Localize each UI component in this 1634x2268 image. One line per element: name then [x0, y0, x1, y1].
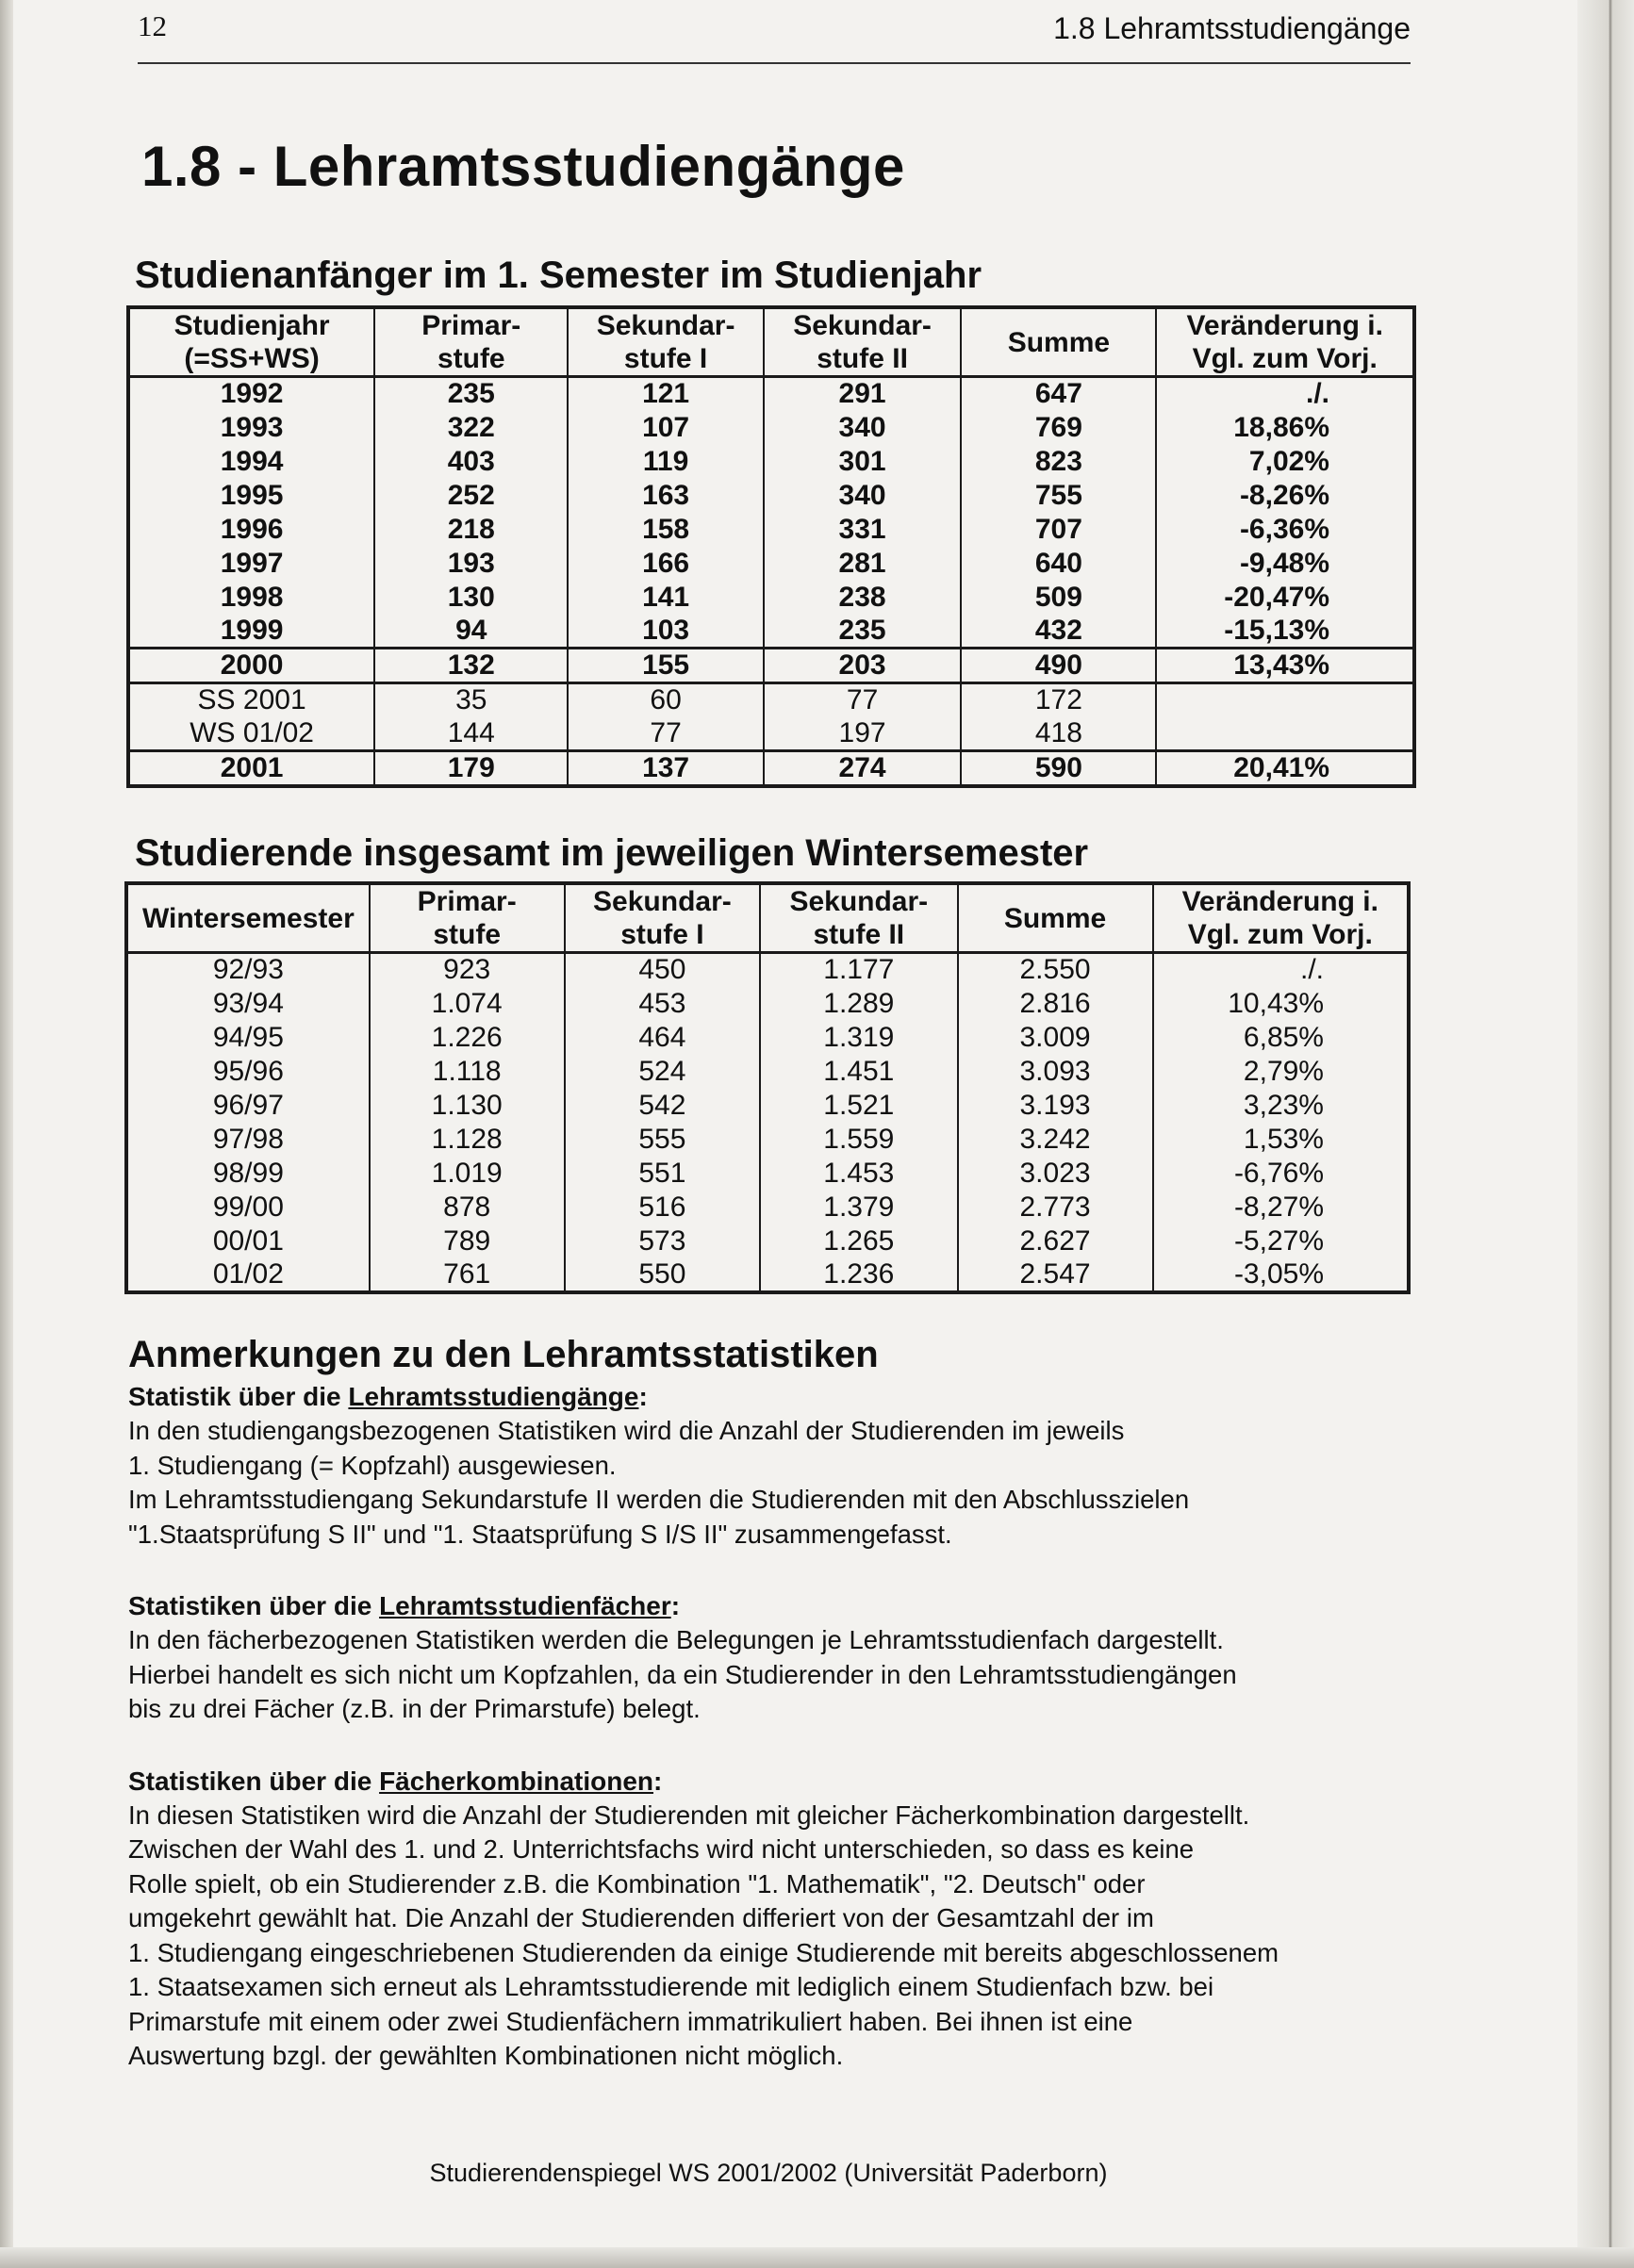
table-cell: 1.236: [760, 1258, 957, 1292]
table-cell: 1.521: [760, 1089, 957, 1123]
table-cell: 92/93: [126, 953, 370, 987]
note-line: Zwischen der Wahl des 1. und 2. Unterrichtsfachs wird nicht unterschieden, so dass es keine: [128, 1834, 1195, 1864]
table-cell: 2.550: [958, 953, 1153, 987]
table-cell: 769: [961, 411, 1156, 445]
column-header-line: Sekundar-: [793, 310, 932, 341]
table-cell: 274: [764, 751, 961, 787]
column-header-line: Sekundar-: [596, 310, 735, 341]
note-line: "1.Staatsprüfung S II" und "1. Staatsprüfung S I/S II" zusammengefasst.: [128, 1519, 952, 1549]
table-cell: 179: [374, 751, 568, 787]
table-row: [126, 1123, 1409, 1157]
note-block: [128, 1380, 1382, 1552]
table-cell: 453: [565, 987, 760, 1021]
table-cell: 7,02%: [1156, 445, 1414, 479]
table-cell: 252: [374, 479, 568, 513]
table-row: [128, 649, 1414, 683]
column-header-line: Sekundar-: [593, 886, 732, 917]
column-header-line: Veränderung i.: [1181, 886, 1378, 917]
table-cell: 516: [565, 1191, 760, 1224]
table-cell: 3.009: [958, 1021, 1153, 1055]
table-cell: 464: [565, 1021, 760, 1055]
table-cell: 97/98: [126, 1123, 370, 1157]
table-cell: 1.130: [370, 1089, 565, 1123]
table-cell: 2,79%: [1153, 1055, 1409, 1089]
column-header-line: (=SS+WS): [184, 343, 320, 374]
column-header: [565, 883, 760, 953]
table-cell: 1.559: [760, 1123, 957, 1157]
table-cell: 1992: [128, 377, 374, 411]
table-cell: 555: [565, 1123, 760, 1157]
table-row: [128, 513, 1414, 547]
table-cell: 119: [568, 445, 763, 479]
table-cell: 1.177: [760, 953, 957, 987]
table-cell: 203: [764, 649, 961, 683]
table-cell: 590: [961, 751, 1156, 787]
column-header-line: Primar-: [417, 886, 517, 917]
table-cell: 509: [961, 581, 1156, 615]
running-chapter-title: 1.8 Lehramtsstudiengänge: [1053, 11, 1411, 45]
table-row: [128, 411, 1414, 445]
column-header-line: Sekundar-: [789, 886, 929, 917]
column-header-line: Summe: [1003, 902, 1107, 934]
column-header: [958, 883, 1153, 953]
table-cell: 18,86%: [1156, 411, 1414, 445]
table-cell: 155: [568, 649, 763, 683]
table-cell: 1994: [128, 445, 374, 479]
table-cell: 2.816: [958, 987, 1153, 1021]
page-number: 12: [138, 9, 167, 42]
note-label: [128, 1765, 1382, 1799]
table-cell: 1.128: [370, 1123, 565, 1157]
table-cell: 3.242: [958, 1123, 1153, 1157]
table-cell: 94/95: [126, 1021, 370, 1055]
note-line: umgekehrt gewählt hat. Die Anzahl der Studierenden differiert von der Gesamtzahl der im: [128, 1903, 1154, 1932]
table-cell: 60: [568, 683, 763, 717]
table-cell: 647: [961, 377, 1156, 411]
table-cell: 2.627: [958, 1224, 1153, 1258]
table-row: [126, 1258, 1409, 1292]
table-cell: 2.547: [958, 1258, 1153, 1292]
table-cell: 823: [961, 445, 1156, 479]
table-cell: 137: [568, 751, 763, 787]
column-header-line: Vgl. zum Vorj.: [1187, 919, 1373, 950]
table-cell: 573: [565, 1224, 760, 1258]
table-cell: -6,36%: [1156, 513, 1414, 547]
table-cell: 1993: [128, 411, 374, 445]
studienanfaenger-table: [126, 305, 1416, 788]
table-cell: 130: [374, 581, 568, 615]
table-cell: 2001: [128, 751, 374, 787]
note-label: [128, 1380, 1382, 1414]
table-cell: 00/01: [126, 1224, 370, 1258]
note-label-underlined: Lehramtsstudiengänge: [348, 1382, 639, 1411]
note-line: In diesen Statistiken wird die Anzahl der Studierenden mit gleicher Fächerkombination dargestellt.: [128, 1800, 1250, 1830]
note-text: [128, 1414, 1382, 1552]
table-cell: 1998: [128, 581, 374, 615]
notes-title: Anmerkungen zu den Lehramtsstatistiken: [128, 1334, 879, 1375]
note-line: 1. Studiengang eingeschriebenen Studierenden da einige Studierende mit bereits abgeschlossenem: [128, 1937, 1279, 1967]
table-cell: 6,85%: [1153, 1021, 1409, 1055]
column-header-line: Veränderung i.: [1186, 310, 1383, 341]
note-block: [128, 1589, 1382, 1727]
note-line: 1. Staatsexamen sich erneut als Lehramtsstudierende mit lediglich einem Studienfach bzw. bei: [128, 1972, 1214, 2001]
column-header: [370, 883, 565, 953]
table-cell: 121: [568, 377, 763, 411]
column-header: [126, 883, 370, 953]
table-cell: 77: [568, 717, 763, 751]
column-header-line: stufe: [433, 919, 502, 950]
table-row: [128, 751, 1414, 787]
table-row: [128, 377, 1414, 411]
table-cell: 550: [565, 1258, 760, 1292]
column-header-line: stufe II: [817, 343, 908, 374]
table-cell: 1996: [128, 513, 374, 547]
column-header: [374, 307, 568, 377]
page-title: 1.8 - Lehramtsstudiengänge: [141, 135, 905, 198]
column-header-line: stufe II: [813, 919, 905, 950]
table-cell: 144: [374, 717, 568, 751]
table-row: [128, 615, 1414, 649]
table-cell: 432: [961, 615, 1156, 649]
table-cell: 640: [961, 547, 1156, 581]
table-row: [126, 1157, 1409, 1191]
note-line: Rolle spielt, ob ein Studierender z.B. die Kombination "1. Mathematik", "2. Deutsch" oder: [128, 1868, 1146, 1898]
column-header-line: stufe I: [620, 919, 704, 950]
table-row: [126, 1055, 1409, 1089]
note-line: Im Lehramtsstudiengang Sekundarstufe II werden die Studierenden mit den Abschlusszielen: [128, 1485, 1190, 1514]
table-cell: 1.453: [760, 1157, 957, 1191]
note-label-underlined: Lehramtsstudienfächer: [379, 1591, 671, 1620]
table-cell: WS 01/02: [128, 717, 374, 751]
table-cell: 490: [961, 649, 1156, 683]
table-cell: ./.: [1156, 377, 1414, 411]
table-row: [128, 445, 1414, 479]
table-cell: 418: [961, 717, 1156, 751]
column-header: [1156, 307, 1414, 377]
table-cell: 1.226: [370, 1021, 565, 1055]
table-cell: 1.379: [760, 1191, 957, 1224]
table-cell: 1999: [128, 615, 374, 649]
column-header: [961, 307, 1156, 377]
table-cell: 107: [568, 411, 763, 445]
note-label-suffix: :: [638, 1382, 648, 1411]
table-cell: 96/97: [126, 1089, 370, 1123]
table-cell: 99/00: [126, 1191, 370, 1224]
table-cell: 755: [961, 479, 1156, 513]
table-cell: 20,41%: [1156, 751, 1414, 787]
table-cell: -8,27%: [1153, 1191, 1409, 1224]
page-footer: Studierendenspiegel WS 2001/2002 (Universität Paderborn): [429, 2159, 1108, 2187]
note-text: [128, 1799, 1382, 2074]
table-cell: SS 2001: [128, 683, 374, 717]
table-cell: 158: [568, 513, 763, 547]
table-cell: 450: [565, 953, 760, 987]
table-cell: 542: [565, 1089, 760, 1123]
studierende-table: [124, 881, 1411, 1294]
table-cell: 238: [764, 581, 961, 615]
column-header: [764, 307, 961, 377]
table-cell: 340: [764, 411, 961, 445]
table-cell: 193: [374, 547, 568, 581]
page-binding-edge: [0, 0, 13, 2268]
table-header-row: [126, 883, 1409, 953]
table-cell: -9,48%: [1156, 547, 1414, 581]
table-cell: 218: [374, 513, 568, 547]
table-row: [128, 479, 1414, 513]
table-row: [126, 987, 1409, 1021]
column-header-line: Studienjahr: [173, 310, 330, 341]
note-label: [128, 1589, 1382, 1623]
table-cell: 10,43%: [1153, 987, 1409, 1021]
table-cell: -3,05%: [1153, 1258, 1409, 1292]
table-cell: 2000: [128, 649, 374, 683]
table-cell: 3.093: [958, 1055, 1153, 1089]
table-cell: 163: [568, 479, 763, 513]
table-cell: 103: [568, 615, 763, 649]
table-cell: 141: [568, 581, 763, 615]
table-cell: 1.265: [760, 1224, 957, 1258]
table-cell: 1.019: [370, 1157, 565, 1191]
table-cell: 1.074: [370, 987, 565, 1021]
table-cell: -6,76%: [1153, 1157, 1409, 1191]
table-cell: -5,27%: [1153, 1224, 1409, 1258]
table2-title: Studierende insgesamt im jeweiligen Wintersemester: [135, 832, 1089, 874]
table-cell: 3.193: [958, 1089, 1153, 1123]
table-cell: 1.289: [760, 987, 957, 1021]
note-label-prefix: Statistiken über die: [128, 1591, 380, 1620]
table-row: [128, 547, 1414, 581]
table-cell: 340: [764, 479, 961, 513]
table-cell: 77: [764, 683, 961, 717]
table-cell: 707: [961, 513, 1156, 547]
column-header-line: Vgl. zum Vorj.: [1192, 343, 1378, 374]
table-cell: 13,43%: [1156, 649, 1414, 683]
table-cell: 322: [374, 411, 568, 445]
note-line: bis zu drei Fächer (z.B. in der Primarstufe) belegt.: [128, 1694, 701, 1723]
column-header: [1153, 883, 1409, 953]
table-cell: [1156, 683, 1414, 717]
table-cell: 1997: [128, 547, 374, 581]
table-cell: 94: [374, 615, 568, 649]
note-line: In den fächerbezogenen Statistiken werden die Belegungen je Lehramtsstudienfach dargestellt.: [128, 1625, 1224, 1654]
table-cell: -20,47%: [1156, 581, 1414, 615]
table-cell: 166: [568, 547, 763, 581]
table1-title: Studienanfänger im 1. Semester im Studienjahr: [135, 255, 982, 296]
table-cell: 3,23%: [1153, 1089, 1409, 1123]
column-header: [568, 307, 763, 377]
table-cell: 235: [764, 615, 961, 649]
column-header: [128, 307, 374, 377]
table-cell: 761: [370, 1258, 565, 1292]
table-cell: 281: [764, 547, 961, 581]
table-cell: 1995: [128, 479, 374, 513]
table-cell: 301: [764, 445, 961, 479]
notes-section: [128, 1334, 1382, 2112]
table-cell: 1.451: [760, 1055, 957, 1089]
note-label-prefix: Statistiken über die: [128, 1766, 380, 1796]
page-right-edge: [1577, 0, 1634, 2268]
table-cell: 235: [374, 377, 568, 411]
page-bottom-edge: [0, 2247, 1634, 2268]
table-cell: 35: [374, 683, 568, 717]
table-cell: 3.023: [958, 1157, 1153, 1191]
table-cell: 403: [374, 445, 568, 479]
table-row: [128, 581, 1414, 615]
note-line: 1. Studiengang (= Kopfzahl) ausgewiesen.: [128, 1450, 617, 1480]
table-cell: 878: [370, 1191, 565, 1224]
table-row: [128, 717, 1414, 751]
page-header: [138, 6, 1411, 64]
note-label-suffix: :: [653, 1766, 663, 1796]
table-cell: 197: [764, 717, 961, 751]
note-line: Primarstufe mit einem oder zwei Studienfächern immatrikuliert haben. Bei ihnen ist eine: [128, 2006, 1133, 2036]
table-cell: 524: [565, 1055, 760, 1089]
column-header-line: stufe: [437, 343, 505, 374]
table-cell: ./.: [1153, 953, 1409, 987]
table-cell: 789: [370, 1224, 565, 1258]
table-cell: 291: [764, 377, 961, 411]
table-cell: 172: [961, 683, 1156, 717]
table-cell: 2.773: [958, 1191, 1153, 1224]
table-cell: [1156, 717, 1414, 751]
table-cell: 923: [370, 953, 565, 987]
table-row: [126, 1021, 1409, 1055]
table-cell: -15,13%: [1156, 615, 1414, 649]
column-header: [760, 883, 957, 953]
table-row: [126, 1224, 1409, 1258]
table-cell: 551: [565, 1157, 760, 1191]
note-line: Auswertung bzgl. der gewählten Kombinationen nicht möglich.: [128, 2041, 844, 2070]
note-text: [128, 1623, 1382, 1727]
column-header-line: Primar-: [421, 310, 521, 341]
table-row: [128, 683, 1414, 717]
table-cell: 132: [374, 649, 568, 683]
note-block: [128, 1765, 1382, 2074]
table-cell: 01/02: [126, 1258, 370, 1292]
note-label-prefix: Statistik über die: [128, 1382, 349, 1411]
table-cell: 93/94: [126, 987, 370, 1021]
table-cell: 1.118: [370, 1055, 565, 1089]
table-row: [126, 1089, 1409, 1123]
table-cell: 95/96: [126, 1055, 370, 1089]
column-header-line: Summe: [1007, 326, 1111, 358]
table-cell: -8,26%: [1156, 479, 1414, 513]
note-line: In den studiengangsbezogenen Statistiken wird die Anzahl der Studierenden im jeweils: [128, 1416, 1125, 1445]
note-line: Hierbei handelt es sich nicht um Kopfzahlen, da ein Studierender in den Lehramtsstudiengängen: [128, 1659, 1237, 1689]
note-label-suffix: :: [670, 1591, 681, 1620]
column-header-line: stufe I: [623, 343, 708, 374]
table-cell: 331: [764, 513, 961, 547]
note-label-underlined: Fächerkombinationen: [379, 1766, 654, 1796]
table-cell: 1,53%: [1153, 1123, 1409, 1157]
table-row: [126, 953, 1409, 987]
table-cell: 98/99: [126, 1157, 370, 1191]
column-header-line: Wintersemester: [141, 902, 355, 934]
table-header-row: [128, 307, 1414, 377]
table-cell: 1.319: [760, 1021, 957, 1055]
table-row: [126, 1191, 1409, 1224]
